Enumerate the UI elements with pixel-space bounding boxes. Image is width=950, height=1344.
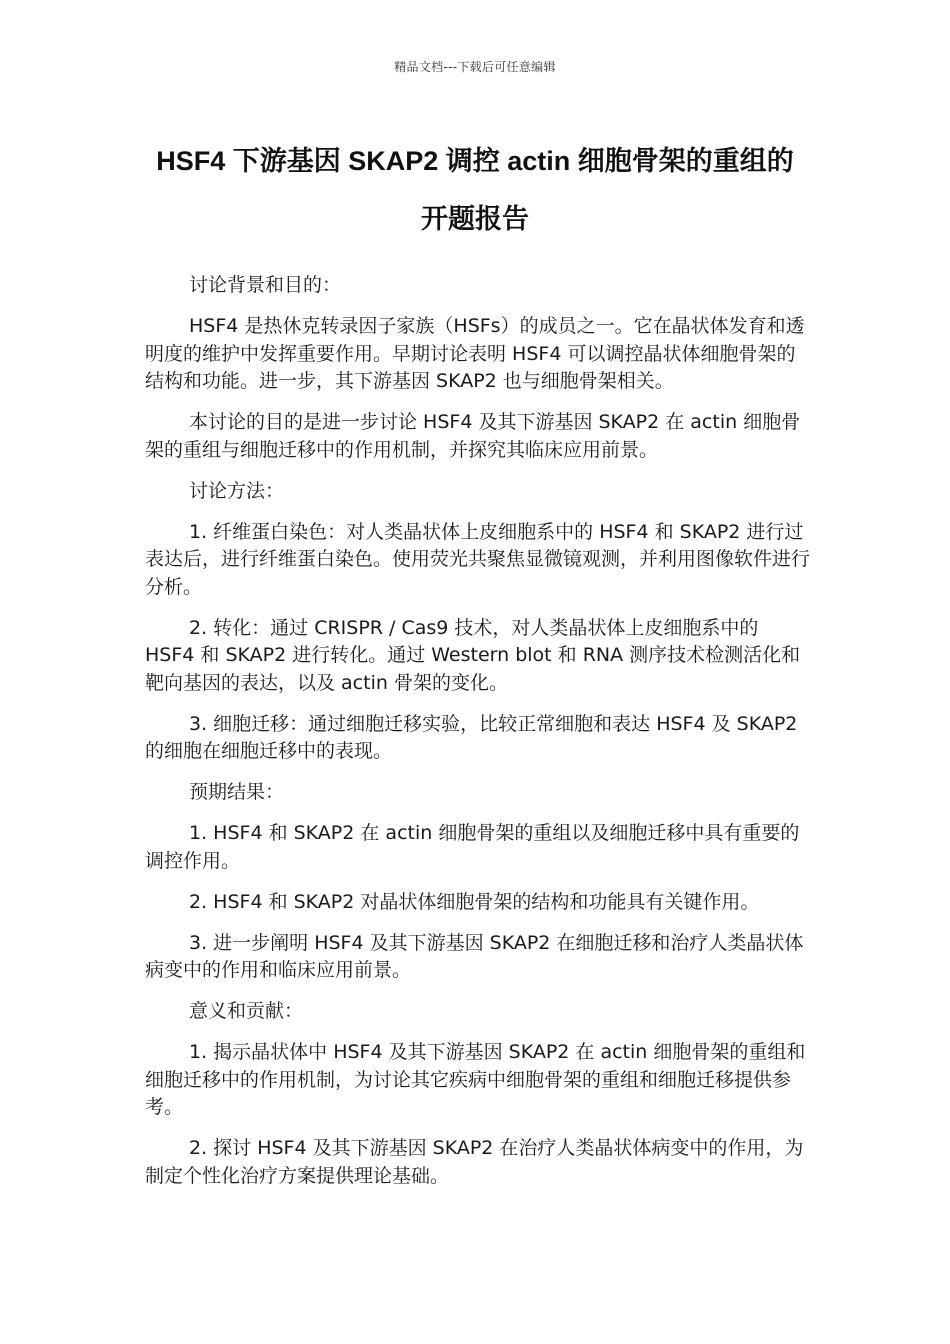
title-line-2: 开题报告 <box>421 204 529 234</box>
result-item-1: 1. HSF4 和 SKAP2 在 actin 细胞骨架的重组以及细胞迁移中具有重要的调控作用。 <box>145 822 800 872</box>
significance-item-1: 1. 揭示晶状体中 HSF4 及其下游基因 SKAP2 在 actin 细胞骨架的重组和细胞迁移中的作用机制，为讨论其它疾病中细胞骨架的重组和细胞迁移提供参考。 <box>145 1041 806 1118</box>
section-heading-background: 讨论背景和目的： <box>189 274 342 296</box>
page-header: 精品文档---下载后可任意编辑 <box>394 60 556 74</box>
result-item-3: 3. 进一步阐明 HSF4 及其下游基因 SKAP2 在细胞迁移和治疗人类晶状体病变中的作用和临床应用前景。 <box>145 931 804 981</box>
title-line-1: HSF4 下游基因 SKAP2 调控 actin 细胞骨架的重组的 <box>156 146 794 176</box>
method-item-2: 2. 转化：通过 CRISPR / Cas9 技术，对人类晶状体上皮细胞系中的 HSF4 和 SKAP2 进行转化。通过 Western blot 和 RNA 测序技术检测活化和靶向基因的表达，以及 actin 骨架的变化。 <box>145 616 801 694</box>
paragraph-background-2: 本讨论的目的是进一步讨论 HSF4 及其下游基因 SKAP2 在 actin 细胞骨架的重组与细胞迁移中的作用机制，并探究其临床应用前景。 <box>145 411 801 461</box>
document-body <box>145 272 810 1204</box>
section-heading-methods: 讨论方法： <box>189 479 285 502</box>
method-item-3: 3. 细胞迁移：通过细胞迁移实验，比较正常细胞和表达 HSF4 及 SKAP2 的细胞在细胞迁移中的表现。 <box>145 712 798 762</box>
document-title <box>120 132 830 248</box>
method-item-1: 1. 纤维蛋白染色：对人类晶状体上皮细胞系中的 HSF4 和 SKAP2 进行过表达后，进行纤维蛋白染色。使用荧光共聚焦显微镜观测，并利用图像软件进行分析。 <box>145 520 811 598</box>
paragraph-background-1: HSF4 是热休克转录因子家族（HSFs）的成员之一。它在晶状体发育和透明度的维护中发挥重要作用。早期讨论表明 HSF4 可以调控晶状体细胞骨架的结构和功能。进一步，其下游基因 SKAP2 也与细胞骨架相关。 <box>145 315 805 392</box>
significance-item-2: 2. 探讨 HSF4 及其下游基因 SKAP2 在治疗人类晶状体病变中的作用，为制定个性化治疗方案提供理论基础。 <box>145 1137 804 1187</box>
section-heading-results: 预期结果： <box>189 781 285 803</box>
section-heading-significance: 意义和贡献： <box>189 1000 304 1022</box>
result-item-2: 2. HSF4 和 SKAP2 对晶状体细胞骨架的结构和功能具有关键作用。 <box>189 890 760 913</box>
